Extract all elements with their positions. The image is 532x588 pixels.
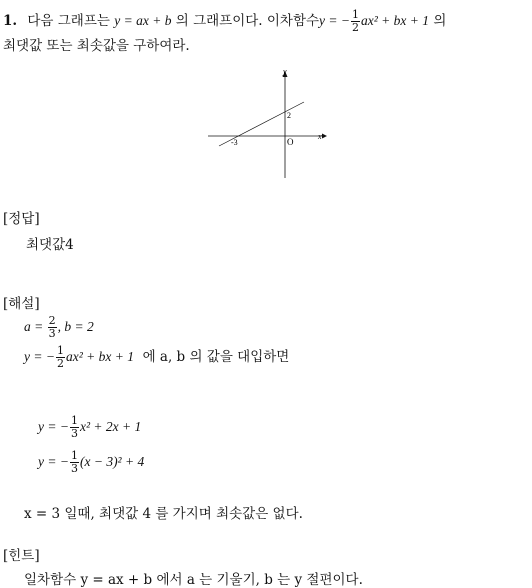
fraction: $\frac{1}{2}$ <box>352 8 360 34</box>
solution-step-2: y = − $\frac{1}{2}$ ax² + bx + 1 에 a, b 의 값을 대입하면 <box>24 344 290 370</box>
y-intercept-label: 2 <box>287 111 291 120</box>
question-line-2: 최댓값 또는 최솟값을 구하여라. <box>3 38 190 54</box>
x-axis-arrow <box>322 134 327 139</box>
fraction: $\frac{1}{2}$ <box>56 344 64 370</box>
origin-label: O <box>287 137 294 147</box>
solution-step-4: y = − $\frac{1}{3}$ (x − 3)² + 4 <box>38 449 145 475</box>
solution-step-5: x = 3 일때, 최댓값 4 를 가지며 최솟값은 없다. <box>24 506 303 522</box>
fraction: $\frac{2}{3}$ <box>48 314 56 340</box>
fraction: $\frac{1}{3}$ <box>70 414 78 440</box>
x-axis-label: x <box>318 132 322 141</box>
answer-heading: [정답] <box>3 211 40 227</box>
linear-function-graph <box>205 66 330 181</box>
x-intercept-label: -3 <box>231 138 238 147</box>
solution-step-3: y = − $\frac{1}{3}$ x² + 2x + 1 <box>38 414 142 440</box>
y-axis-label: y <box>283 67 287 76</box>
solution-heading: [해설] <box>3 296 40 312</box>
question-number: 1. <box>3 13 18 29</box>
question-line-1: 1. 다음 그래프는 y = ax + b 의 그래프이다. 이차함수y = − $\frac{1}{2}$ ax² + bx + 1 의 <box>3 8 447 34</box>
answer-text: 최댓값4 <box>26 237 74 253</box>
fraction: $\frac{1}{3}$ <box>70 449 78 475</box>
hint-text: 일차함수 y = ax + b 에서 a 는 기울기, b 는 y 절편이다. <box>24 572 363 588</box>
hint-heading: [힌트] <box>3 548 40 564</box>
solution-step-1: a = $\frac{2}{3}$ , b = 2 <box>24 314 94 340</box>
question-text <box>3 6 529 56</box>
